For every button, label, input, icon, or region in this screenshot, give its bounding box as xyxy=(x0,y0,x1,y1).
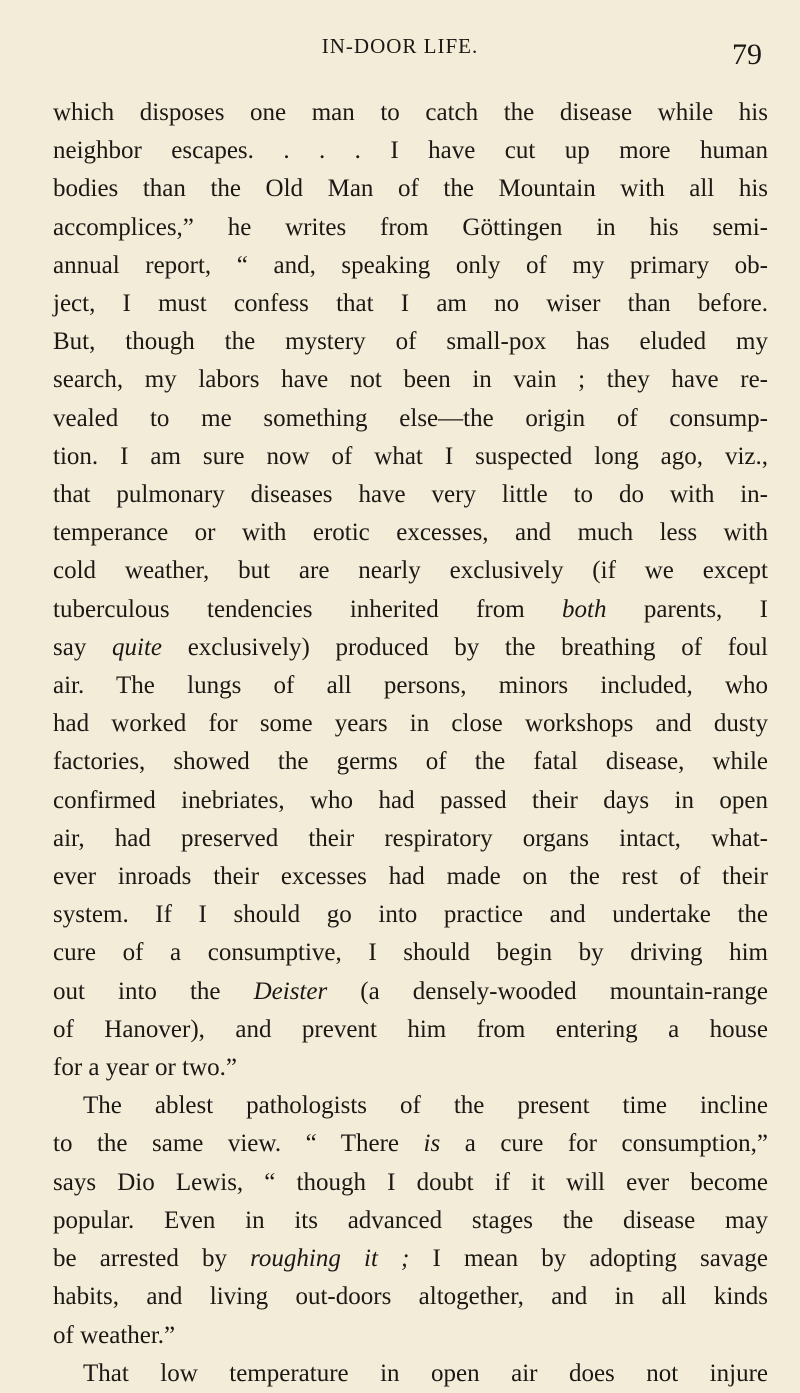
text-line xyxy=(53,820,768,858)
text-line xyxy=(53,1049,768,1087)
text-line xyxy=(53,743,768,781)
line-text: say xyxy=(53,633,113,661)
line-text: annual report, “ and, speaking only of my primary ob- xyxy=(53,251,768,279)
line-text: confirmed inebriates, who had passed their days in open xyxy=(53,786,768,814)
line-text: says Dio Lewis, “ though I doubt if it will ever become xyxy=(53,1168,768,1196)
line-text: air, had preserved their respiratory organs intact, what- xyxy=(53,824,768,852)
text-line xyxy=(53,1355,768,1393)
line-text: ject, I must confess that I am no wiser than before. xyxy=(53,290,768,318)
text-line xyxy=(53,285,768,323)
line-text: bodies than the Old Man of the Mountain with all his xyxy=(53,175,768,203)
text-line xyxy=(53,973,768,1011)
text-line xyxy=(53,170,768,208)
text-line xyxy=(53,1202,768,1240)
line-text: for a year or two.” xyxy=(53,1054,237,1082)
line-text: system. If I should go into practice and undertake the xyxy=(53,901,768,929)
text-line xyxy=(53,476,768,514)
line-text: neighbor escapes. . . . I have cut up more human xyxy=(53,137,768,165)
text-line xyxy=(53,552,768,590)
text-line xyxy=(53,858,768,896)
text-line xyxy=(53,934,768,972)
line-text: be arrested by xyxy=(53,1245,251,1273)
text-line xyxy=(53,1164,768,1202)
line-text: of Hanover), and prevent him from entering a house xyxy=(53,1015,768,1043)
text-line xyxy=(53,1278,768,1316)
text-line xyxy=(53,247,768,285)
line-text: search, my labors have not been in vain ; they have re- xyxy=(53,366,768,394)
page-number: 79 xyxy=(732,38,762,71)
line-text: out into the xyxy=(53,977,254,1005)
line-text: air. The lungs of all persons, minors included, who xyxy=(53,672,768,700)
body-text xyxy=(53,94,768,1393)
line-text: to the same view. “ There xyxy=(53,1130,424,1158)
line-text-after: parents, I xyxy=(606,595,768,623)
text-line xyxy=(53,514,768,552)
text-line xyxy=(53,667,768,705)
text-line xyxy=(53,323,768,361)
text-line xyxy=(53,705,768,743)
line-text: habits, and living out-doors altogether, and in all kinds xyxy=(53,1283,768,1311)
line-text: But, though the mystery of small-pox has eluded my xyxy=(53,328,768,356)
italic-word: roughing it ; xyxy=(250,1245,410,1273)
line-text: That low temperature in open air does not injure xyxy=(83,1359,768,1387)
line-text: temperance or with erotic excesses, and much less with xyxy=(53,519,768,547)
text-line xyxy=(53,1125,768,1163)
line-text: tion. I am sure now of what I suspected long ago, viz., xyxy=(53,442,768,470)
text-line xyxy=(53,94,768,132)
line-text-after: I mean by adopting savage xyxy=(409,1245,769,1273)
italic-word: quite xyxy=(112,633,163,661)
line-text-after: exclusively) produced by the breathing of foul xyxy=(162,633,769,661)
italic-word: is xyxy=(423,1130,441,1158)
line-text: which disposes one man to catch the disease while his xyxy=(53,99,768,126)
line-text: popular. Even in its advanced stages the disease may xyxy=(53,1206,768,1234)
text-line xyxy=(53,896,768,934)
line-text: accomplices,” he writes from Göttingen in his semi- xyxy=(53,213,768,241)
line-text: of weather.” xyxy=(53,1321,176,1349)
running-head: IN-DOOR LIFE. xyxy=(321,34,479,58)
text-line xyxy=(53,209,768,247)
text-line xyxy=(53,782,768,820)
line-text: factories, showed the germs of the fatal disease, while xyxy=(53,748,768,776)
text-line xyxy=(53,132,768,170)
text-line xyxy=(53,591,768,629)
text-line xyxy=(53,438,768,476)
italic-word: both xyxy=(562,595,607,623)
line-text-after: a cure for consumption,” xyxy=(440,1130,768,1158)
text-line xyxy=(53,361,768,399)
text-line xyxy=(53,1240,768,1278)
line-text: The ablest pathologists of the present time incline xyxy=(83,1092,768,1120)
line-text: tuberculous tendencies inherited from xyxy=(53,595,563,623)
text-line xyxy=(53,400,768,438)
line-text-after: (a densely-wooded mountain-range xyxy=(327,977,768,1005)
line-text: that pulmonary diseases have very little to do with in- xyxy=(53,481,768,509)
text-line xyxy=(53,1011,768,1049)
line-text: had worked for some years in close workshops and dusty xyxy=(53,710,768,738)
italic-word: Deister xyxy=(253,977,328,1005)
line-text: ever inroads their excesses had made on the rest of their xyxy=(53,863,768,891)
line-text: cure of a consumptive, I should begin by driving him xyxy=(53,939,768,967)
text-line xyxy=(53,629,768,667)
text-line xyxy=(53,1087,768,1125)
line-text: cold weather, but are nearly exclusively (if we except xyxy=(53,557,768,585)
line-text: vealed to me something else—the origin of consump- xyxy=(53,404,768,432)
text-line xyxy=(53,1317,768,1355)
page-header xyxy=(0,34,800,74)
